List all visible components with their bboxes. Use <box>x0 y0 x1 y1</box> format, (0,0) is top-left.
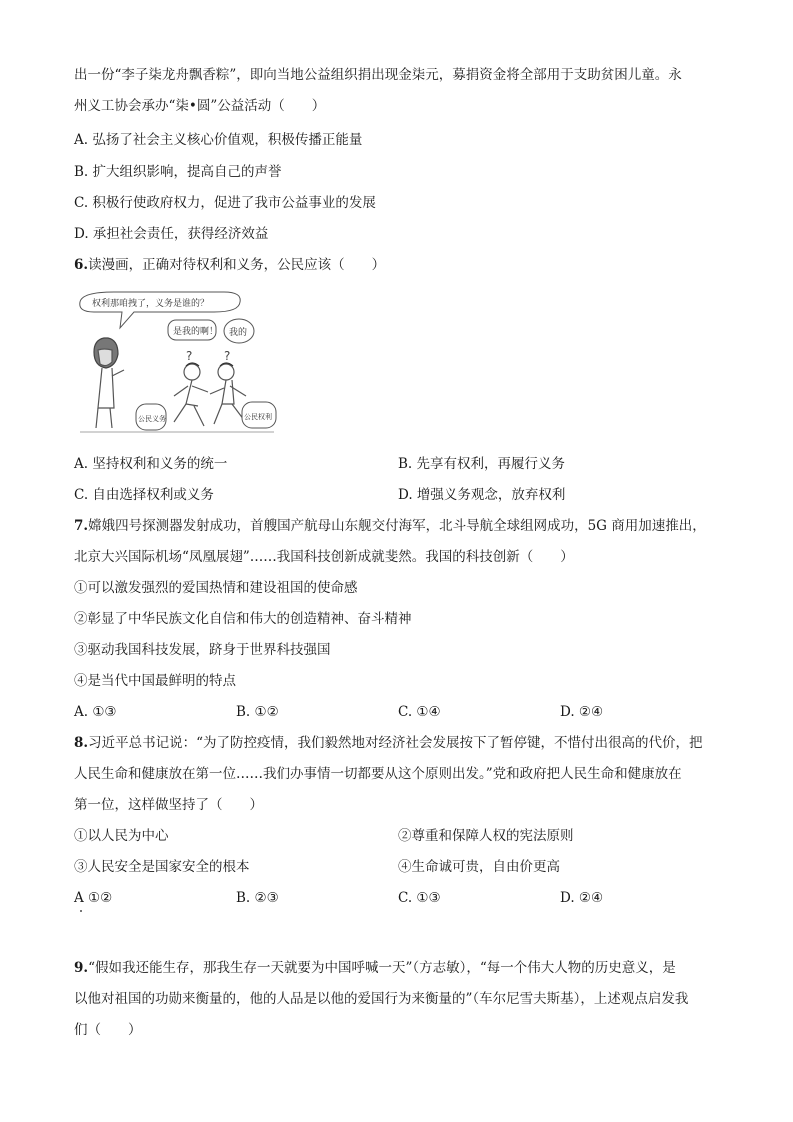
q7-stem-line2: 北京大兴国际机场“凤凰展翅”……我国科技创新成就斐然。我国的科技创新（ ） <box>74 549 574 565</box>
q6-option-b[interactable]: B. 先享有权利，再履行义务 <box>398 456 566 472</box>
q9-stem-line3: 们（ ） <box>74 1022 142 1038</box>
q7-option-d[interactable]: D. ②④ <box>560 704 604 720</box>
running-figures <box>174 363 246 426</box>
q9-stem-line1 <box>74 958 724 978</box>
main-speech-bubble <box>80 292 240 328</box>
q8-stem-line2: 人民生命和健康放在第一位……我们办事情一切都要从这个原则出发。”党和政府把人民生命和健康放在 <box>74 766 682 782</box>
q8-stem-line3: 第一位，这样做坚持了（ ） <box>74 797 263 813</box>
q5-option-b[interactable]: B. 扩大组织影响，提高自己的声誉 <box>74 164 282 180</box>
q6-number: 6. <box>74 257 89 273</box>
q5-stem-line1: 出一份“李子柒龙舟飘香粽”，即向当地公益组织捐出现金柒元，募捐资金将全部用于支助贫困儿童。永 <box>74 67 682 83</box>
q9-stem-line1-text: “假如我还能生存，那我生存一天就要为中国呼喊一天”（方志敏），“每一个伟大人物的历史意义，是 <box>88 960 676 976</box>
q6-option-c[interactable]: C. 自由选择权利或义务 <box>74 487 214 503</box>
question-mark-left: ? <box>186 349 193 363</box>
q8-item-1: ①以人民为中心 <box>74 828 169 844</box>
q7-item-2: ②彰显了中华民族文化自信和伟大的创造精神、奋斗精神 <box>74 611 412 627</box>
q7-stem-line1 <box>74 516 724 536</box>
q5-stem-line2: 州义工协会承办“柒•圆”公益活动（ ） <box>74 98 326 114</box>
q8-item-4: ④生命诚可贵，自由价更高 <box>398 859 560 875</box>
q8-stem-line1 <box>74 733 724 753</box>
rights-duties-cartoon <box>74 288 279 436</box>
main-speech-text: 权利那咱拽了，义务是谁的？ <box>92 299 210 309</box>
q7-option-b[interactable]: B. ①② <box>236 704 279 720</box>
q8-stem-line1-text: 习近平总书记说：“为了防控疫情，我们毅然地对经济社会发展按下了暂停键，不惜付出很高的代价，把 <box>88 735 703 751</box>
q9-stem-line2: 以他对祖国的功勋来衡量的，他的人品是以他的爱国行为来衡量的”（车尔尼雪夫斯基），上述观点启发我 <box>74 991 689 1007</box>
q6-stem-text: 读漫画，正确对待权利和义务，公民应该（ ） <box>88 257 386 273</box>
q7-option-a[interactable]: A. ①③ <box>74 704 117 720</box>
sign-rights-text: 公民权利 <box>244 413 272 421</box>
q5-option-d[interactable]: D. 承担社会责任，获得经济效益 <box>74 226 269 242</box>
q8-option-d[interactable]: D. ②④ <box>560 890 604 906</box>
q7-item-1: ①可以激发强烈的爱国热情和建设祖国的使命感 <box>74 580 358 596</box>
bubble-right-text: 我的 <box>229 328 248 338</box>
sign-duties-text: 公民义务 <box>138 415 166 423</box>
q8-number: 8. <box>74 735 89 751</box>
scan-speck <box>80 910 82 912</box>
q7-number: 7. <box>74 518 89 534</box>
q9-number: 9. <box>74 960 89 976</box>
q5-option-a[interactable]: A. 弘扬了社会主义核心价值观，积极传播正能量 <box>74 132 363 148</box>
q7-item-3: ③驱动我国科技发展，跻身于世界科技强国 <box>74 642 331 658</box>
bystander-figure <box>94 338 124 428</box>
q6-stem <box>74 255 724 275</box>
q8-option-a[interactable]: A ①② <box>74 890 113 906</box>
q8-item-2: ②尊重和保障人权的宪法原则 <box>398 828 574 844</box>
q8-item-3: ③人民安全是国家安全的根本 <box>74 859 250 875</box>
bubble-left-text: 是我的啊！ <box>173 327 219 337</box>
q7-item-4: ④是当代中国最鲜明的特点 <box>74 673 236 689</box>
q7-option-c[interactable]: C. ①④ <box>398 704 441 720</box>
q8-option-c[interactable]: C. ①③ <box>398 890 441 906</box>
q7-stem-line1-text: 嫦娥四号探测器发射成功，首艘国产航母山东舰交付海军，北斗导航全球组网成功，5G 商用加速推出， <box>88 518 706 534</box>
question-mark-right: ? <box>224 349 231 363</box>
q8-option-b[interactable]: B. ②③ <box>236 890 279 906</box>
q6-option-a[interactable]: A. 坚持权利和义务的统一 <box>74 456 228 472</box>
q5-option-c[interactable]: C. 积极行使政府权力，促进了我市公益事业的发展 <box>74 195 376 211</box>
q6-option-d[interactable]: D. 增强义务观念，放弃权利 <box>398 487 566 503</box>
